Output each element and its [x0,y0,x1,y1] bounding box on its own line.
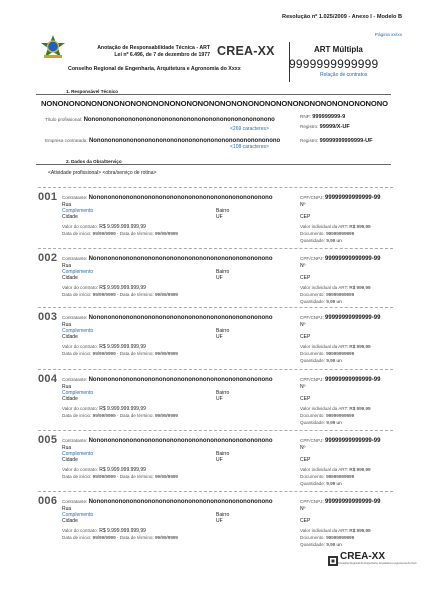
label-valor-contrato: Valor do contrato: [62,467,98,472]
label-documento: Documento: [300,474,325,479]
label-data-termino: - Data de término: [116,413,154,418]
service-inicio: 99/99/9999 [92,292,116,297]
rua-text: Rua [62,202,72,208]
service-divider [38,187,393,188]
conselho-name: Conselho Regional de Engenharia, Arquitetura e Agronomia do Xxxx [68,66,241,72]
service-divider [38,430,393,431]
label-data-inicio: Data de início: [62,351,92,356]
service-contratante: Nonononononononononononononononononononononononono [88,256,273,262]
bairro-text: Bairro [216,208,230,214]
service-termino: 99/99/9999 [155,474,178,479]
documento-field [300,292,354,297]
label-cpf: CPF/CNPJ: [300,195,324,200]
cep-text: CEP [300,457,311,463]
valor-individual [300,406,371,411]
label-documento: Documento: [300,292,325,297]
service-documento: 99999999999 [326,292,355,297]
service-number: 003 [38,311,58,323]
datas [62,231,178,236]
cep-text: CEP [300,396,311,402]
uf-text: UF [216,334,223,340]
service-documento: 99999999999 [326,474,355,479]
service-quantidade: 9,99 un [326,542,342,547]
numero-text: Nº [300,506,306,512]
service-inicio: 99/99/9999 [92,535,116,540]
contratante-field [62,195,273,202]
cidade-text: Cidade [62,214,78,220]
service-number: 001 [38,191,58,203]
label-contratante: Contratante: [62,438,88,443]
label-data-termino: - Data de término: [116,231,154,236]
service-cpf: 99999999999999-99 [325,195,381,201]
label-valor-individual: Valor individual da ART: [300,344,349,349]
valor-contrato [62,528,146,535]
label-valor-contrato: Valor do contrato: [62,528,98,533]
valor-individual [300,528,371,533]
service-quantidade: 9,99 un [326,420,342,425]
atividade-text: <Atividade profissional> <obra/serviço de rotina> [48,170,157,176]
cidade-text: Cidade [62,396,78,402]
cpf-field [300,499,380,506]
bairro-text: Bairro [216,328,230,334]
quantidade-field [300,238,342,243]
label-documento: Documento: [300,535,325,540]
titulo-chars: <269 caracteres> [230,126,269,132]
label-contratante: Contratante: [62,499,88,504]
uf-text: UF [216,214,223,220]
responsavel-name: NONONONONONONONONONONONONONONONONONONONONONONONONONONONONONONO [41,99,388,108]
label-cpf: CPF/CNPJ: [300,377,324,382]
crea-logo-icon [328,553,338,563]
valor-contrato [62,344,146,351]
valor-individual [300,224,371,229]
documento-field [300,413,354,418]
service-divider [38,248,393,249]
service-documento: 99999999999 [326,535,355,540]
valor-individual [300,344,371,349]
label-valor-contrato: Valor do contrato: [62,344,98,349]
label-quantidade: Quantidade: [300,299,326,304]
service-valor: R$ 9.999.999.999,99 [99,344,146,350]
service-entry-006 [0,489,424,545]
service-cpf: 99999999999999-99 [325,499,381,505]
relacao-text: Relação de contratos [320,72,368,78]
service-cpf: 99999999999999-99 [325,438,381,444]
cpf-field [300,377,380,384]
service-inicio: 99/99/9999 [92,351,116,356]
service-entry-004 [0,367,424,423]
complemento-text: Complemento [62,390,94,396]
service-termino: 99/99/9999 [155,231,178,236]
documento-field [300,535,354,540]
label-valor-contrato: Valor do contrato: [62,406,98,411]
valor-contrato [62,224,146,231]
service-divider [38,307,393,308]
service-valor-art: R$ 999,99 [349,406,371,411]
service-quantidade: 9,99 un [326,238,342,243]
rua-text: Rua [62,445,72,451]
label-quantidade: Quantidade: [300,420,326,425]
label-data-termino: - Data de término: [116,535,154,540]
registro2-field: Registro: 99999999999999-UF [300,138,373,144]
rua-text: Rua [62,384,72,390]
service-documento: 99999999999 [326,231,355,236]
service-number: 005 [38,434,58,446]
datas [62,474,178,479]
contratante-field [62,499,273,506]
label-data-inicio: Data de início: [62,474,92,479]
contratante-field [62,438,273,445]
contratante-field [62,377,273,384]
service-cpf: 99999999999999-99 [325,315,381,321]
uf-text: UF [216,275,223,281]
service-quantidade: 9,99 un [326,358,342,363]
label-quantidade: Quantidade: [300,542,326,547]
rnp-field: RNP: 999999999-9 [300,114,346,120]
uf-text: UF [216,396,223,402]
label-data-inicio: Data de início: [62,413,92,418]
datas [62,535,178,540]
label-data-termino: - Data de término: [116,474,154,479]
service-contratante: Nonononononononononononononononononononononononono [88,499,273,505]
footer-brand: CREA-XX [340,551,386,562]
rua-text: Rua [62,263,72,269]
service-documento: 99999999999 [326,413,355,418]
page-number: Página xx/xx [374,33,402,38]
label-quantidade: Quantidade: [300,481,326,486]
complemento-text: Complemento [62,451,94,457]
documento-field [300,351,354,356]
complemento-text: Complemento [62,208,94,214]
service-entry-002 [0,246,424,302]
label-data-inicio: Data de início: [62,535,92,540]
service-inicio: 99/99/9999 [92,413,116,418]
datas [62,413,178,418]
label-documento: Documento: [300,351,325,356]
service-termino: 99/99/9999 [155,292,178,297]
service-termino: 99/99/9999 [155,413,178,418]
service-entry-003 [0,305,424,361]
label-valor-individual: Valor individual da ART: [300,528,349,533]
service-inicio: 99/99/9999 [92,231,116,236]
datas [62,351,178,356]
service-valor: R$ 9.999.999.999,99 [99,406,146,412]
uf-text: UF [216,518,223,524]
valor-individual [300,467,371,472]
label-documento: Documento: [300,413,325,418]
service-contratante: Nonononononononononononononononononononononononono [88,315,273,321]
anotacao-line2: Lei nº 6.496, de 7 de dezembro de 1977 [114,52,210,58]
service-quantidade: 9,99 un [326,481,342,486]
service-valor: R$ 9.999.999.999,99 [99,224,146,230]
cidade-text: Cidade [62,457,78,463]
service-cpf: 99999999999999-99 [325,256,381,262]
quantidade-field [300,542,342,547]
service-entry-001 [0,185,424,241]
label-quantidade: Quantidade: [300,238,326,243]
valor-contrato [62,467,146,474]
empresa-field: Empresa contratada: Nononononononononononononononononononononononononono [45,138,281,144]
service-valor-art: R$ 999,99 [349,344,371,349]
cep-text: CEP [300,334,311,340]
label-contratante: Contratante: [62,256,88,261]
coat-of-arms-icon [40,34,66,60]
quantidade-field [300,358,342,363]
label-contratante: Contratante: [62,377,88,382]
bairro-text: Bairro [216,269,230,275]
numero-text: Nº [300,263,306,269]
numero-text: Nº [300,202,306,208]
label-documento: Documento: [300,231,325,236]
bairro-text: Bairro [216,451,230,457]
label-cpf: CPF/CNPJ: [300,315,324,320]
label-data-inicio: Data de início: [62,231,92,236]
label-quantidade: Quantidade: [300,358,326,363]
label-cpf: CPF/CNPJ: [300,256,324,261]
service-valor: R$ 9.999.999.999,99 [99,285,146,291]
label-valor-individual: Valor individual da ART: [300,406,349,411]
complemento-text: Complemento [62,269,94,275]
contratante-field [62,315,273,322]
footer-subtitle: Conselho Regional de Engenharia, Arquitetura e Agronomia do Xxxx [338,562,417,565]
quantidade-field [300,481,342,486]
service-valor-art: R$ 999,99 [349,528,371,533]
service-contratante: Nonononononononononononononononononononononononono [88,195,273,201]
rua-text: Rua [62,506,72,512]
section2-title: 2. Dados da Obra/Serviço [66,159,122,164]
datas [62,292,178,297]
service-quantidade: 9,99 un [326,299,342,304]
cep-text: CEP [300,518,311,524]
label-contratante: Contratante: [62,315,88,320]
rua-text: Rua [62,322,72,328]
anotacao-line1: Anotação de Responsabilidade Técnica - ART [97,45,210,51]
service-number: 006 [38,495,58,507]
service-contratante: Nonononononononononononononononononononononononono [88,438,273,444]
quantidade-field [300,420,342,425]
service-valor-art: R$ 999,99 [349,285,371,290]
service-number: 004 [38,373,58,385]
label-valor-contrato: Valor do contrato: [62,285,98,290]
crea-brand: CREA-XX [217,44,275,58]
label-valor-individual: Valor individual da ART: [300,285,349,290]
empresa-chars: <108 caracteres> [230,144,269,150]
section1-title: 1. Responsável Técnico [66,89,119,94]
service-termino: 99/99/9999 [155,535,178,540]
art-number: 9999999999999 [289,57,379,71]
service-divider [38,491,393,492]
complemento-text: Complemento [62,328,94,334]
service-termino: 99/99/9999 [155,351,178,356]
service-cpf: 99999999999999-99 [325,377,381,383]
art-title: ART Múltipla [314,45,363,54]
bairro-text: Bairro [216,390,230,396]
cidade-text: Cidade [62,334,78,340]
numero-text: Nº [300,384,306,390]
bairro-text: Bairro [216,512,230,518]
resolution-text: Resolução nº 1.025/2009 - Anexo I - Modelo B [282,14,402,20]
registro-field: Registro: 99999/X-UF [300,124,350,130]
numero-text: Nº [300,445,306,451]
service-contratante: Nonononononononononononononononononononononononono [88,377,273,383]
valor-contrato [62,406,146,413]
cidade-text: Cidade [62,518,78,524]
label-valor-individual: Valor individual da ART: [300,467,349,472]
label-cpf: CPF/CNPJ: [300,499,324,504]
cep-text: CEP [300,275,311,281]
complemento-text: Complemento [62,512,94,518]
titulo-field: Título profissional: Nononononononononononononononononononononononononono [45,117,275,123]
service-number: 002 [38,252,58,264]
contratante-field [62,256,273,263]
service-divider [38,369,393,370]
cpf-field [300,315,380,322]
service-entry-005 [0,428,424,484]
valor-contrato [62,285,146,292]
documento-field [300,231,354,236]
label-valor-contrato: Valor do contrato: [62,224,98,229]
cpf-field [300,195,380,202]
cidade-text: Cidade [62,275,78,281]
numero-text: Nº [300,322,306,328]
quantidade-field [300,299,342,304]
service-valor-art: R$ 999,99 [349,224,371,229]
cpf-field [300,256,380,263]
service-inicio: 99/99/9999 [92,474,116,479]
label-valor-individual: Valor individual da ART: [300,224,349,229]
service-valor: R$ 9.999.999.999,99 [99,467,146,473]
label-data-termino: - Data de término: [116,351,154,356]
label-data-inicio: Data de início: [62,292,92,297]
label-cpf: CPF/CNPJ: [300,438,324,443]
uf-text: UF [216,457,223,463]
valor-individual [300,285,371,290]
documento-field [300,474,354,479]
label-data-termino: - Data de término: [116,292,154,297]
service-documento: 99999999999 [326,351,355,356]
service-valor: R$ 9.999.999.999,99 [99,528,146,534]
label-contratante: Contratante: [62,195,88,200]
service-valor-art: R$ 999,99 [349,467,371,472]
cep-text: CEP [300,214,311,220]
cpf-field [300,438,380,445]
